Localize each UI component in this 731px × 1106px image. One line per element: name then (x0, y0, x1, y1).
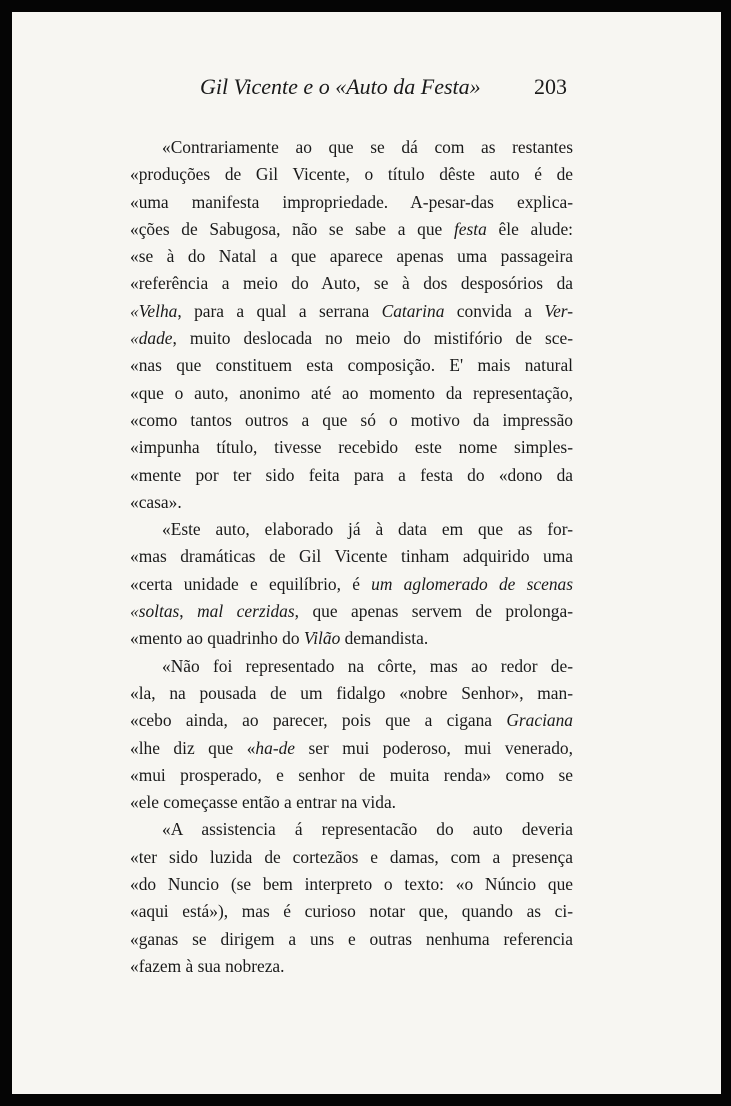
text-line: «cebo ainda, ao parecer, pois que a cigana Graciana (130, 710, 573, 731)
text-line: «mente por ter sido feita para a festa do «dono da (130, 464, 573, 485)
body-text (130, 134, 573, 980)
text-line: «dade, muito deslocada no meio do mistifório de sce- (130, 328, 573, 349)
text-line: «A assistencia á representacão do auto deveria (162, 819, 573, 840)
paragraph (130, 134, 573, 516)
text-line: «aqui está»), mas é curioso notar que, quando as ci- (130, 901, 573, 922)
paragraph (130, 816, 573, 980)
text-line: «mento ao quadrinho do Vilão demandista. (130, 628, 429, 649)
text-line: «nas que constituem esta composição. E' mais natural (130, 355, 573, 376)
text-line: «mui prosperado, e senhor de muita renda» como se (130, 764, 573, 785)
text-line: «Contrariamente ao que se dá com as restantes (162, 137, 573, 157)
text-line: «ganas se dirigem a uns e outras nenhuma referencia (130, 928, 573, 949)
text-line: «Este auto, elaborado já à data em que as for- (162, 519, 573, 540)
text-line: «mas dramáticas de Gil Vicente tinham adquirido uma (130, 546, 573, 567)
text-line: «ele começasse então a entrar na vida. (130, 792, 397, 813)
running-title: Gil Vicente e o «Auto da Festa» (200, 74, 481, 99)
text-line: «la, na pousada de um fidalgo «nobre Senhor», man- (130, 682, 573, 703)
text-line: «produções de Gil Vicente, o título dêste auto é de (130, 164, 573, 185)
text-line: «soltas, mal cerzidas, que apenas servem de prolonga- (130, 601, 573, 622)
text-line: «se à do Natal a que aparece apenas uma passageira (130, 246, 573, 267)
text-line: «impunha título, tivesse recebido este nome simples- (130, 437, 573, 458)
page-number: 203 (534, 74, 567, 99)
text-line: «fazem à sua nobreza. (130, 955, 285, 976)
text-line: «ter sido luzida de cortezãos e damas, com a presença (130, 846, 573, 867)
text-line: «que o auto, anonimo até ao momento da representação, (130, 382, 573, 403)
text-line: «uma manifesta impropriedade. A-pesar-das explica- (130, 191, 573, 212)
text-line: «do Nuncio (se bem interpreto o texto: «o Núncio que (130, 874, 573, 895)
paragraph (130, 516, 573, 652)
book-page (12, 12, 721, 1094)
text-line: «casa». (130, 491, 182, 512)
text-line: «certa unidade e equilíbrio, é um aglomerado de scenas (130, 573, 573, 594)
page-header (12, 72, 721, 104)
text-line: «referência a meio do Auto, se à dos desposórios da (130, 273, 573, 294)
text-line: «lhe diz que «ha-de ser mui poderoso, mui venerado, (130, 737, 573, 758)
text-line: «Velha, para a qual a serrana Catarina convida a Ver- (130, 300, 573, 321)
paragraph (130, 653, 573, 817)
text-line: «ções de Sabugosa, não se sabe a que festa êle alude: (130, 218, 573, 239)
text-line: «Não foi representado na côrte, mas ao redor de- (162, 655, 573, 676)
text-line: «como tantos outros a que só o motivo da impressão (130, 409, 573, 430)
